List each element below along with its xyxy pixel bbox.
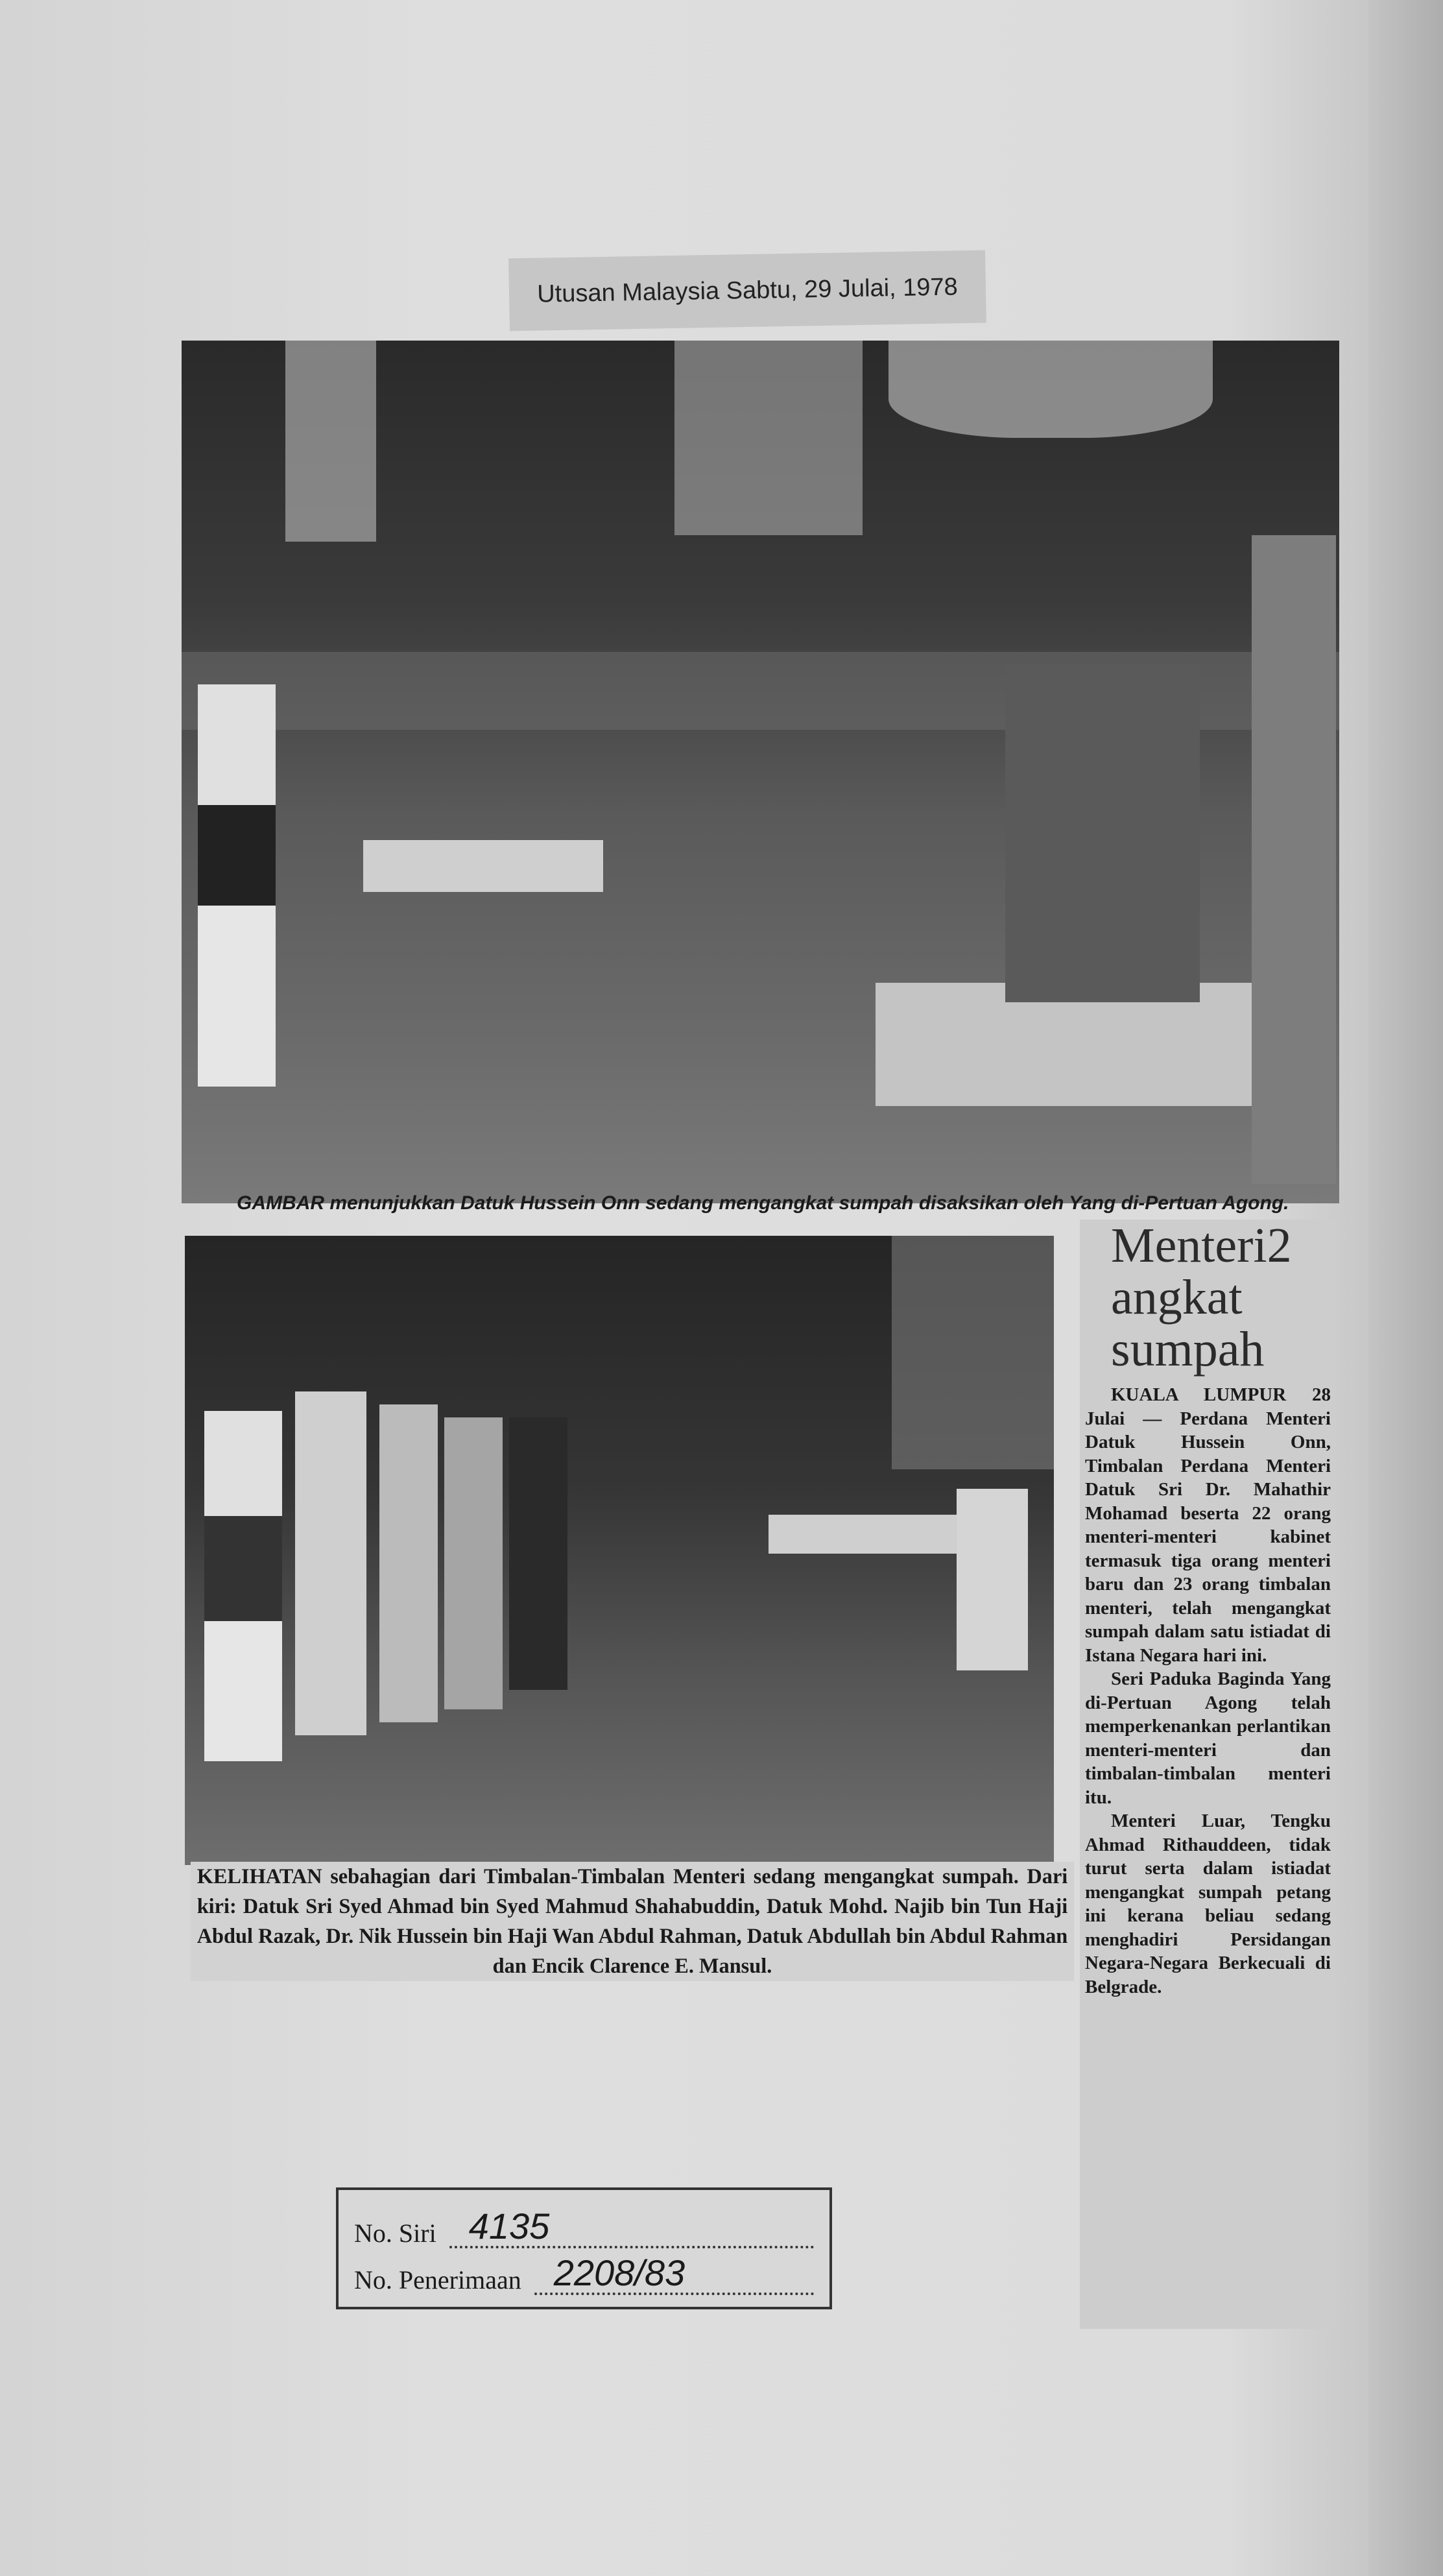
table [769, 1515, 963, 1554]
seated-agong [1005, 665, 1200, 1002]
minister [509, 1417, 567, 1690]
photo-deputy-ministers-oath [185, 1236, 1054, 1865]
headline-line: sumpah [1111, 1322, 1265, 1377]
man-reading-oath [198, 684, 276, 1087]
curtain [892, 1236, 1054, 1469]
headline-line: angkat [1111, 1270, 1243, 1325]
window [674, 341, 863, 535]
curtain [888, 341, 1213, 438]
window [285, 341, 376, 542]
minister [444, 1417, 503, 1709]
dateline: Utusan Malaysia Sabtu, 29 Julai, 1978 [508, 250, 986, 331]
minister [379, 1404, 438, 1722]
seated-official [957, 1489, 1028, 1670]
penerimaan-value: 2208/83 [534, 2254, 814, 2295]
minister [204, 1411, 282, 1761]
siri-value: 4135 [449, 2207, 814, 2248]
penerimaan-label: No. Penerimaan [354, 2265, 521, 2294]
page-edge [1368, 0, 1443, 2576]
article-body [1085, 1383, 1331, 1999]
article-paragraph: Menteri Luar, Tengku Ahmad Rithauddeen, tidak turut serta dalam istiadat mengangkat sumpah petang ini kerana beliau sedang menghadiri Persidangan Negara-Negara Berkecuali di Belgrade. [1085, 1811, 1331, 1997]
minister [295, 1391, 366, 1735]
article-paragraph: KUALA LUMPUR 28 Julai — Perdana Menteri Datuk Hussein Onn, Timbalan Perdana Menteri Datuk Sri Dr. Mahathir Mohamad beserta 22 orang menteri-menteri kabinet termasuk tiga orang menteri baru dan 23 orang timbalan menteri, telah mengangkat sumpah dalam satu istiadat di Istana Negara hari ini. [1085, 1384, 1331, 1666]
siri-row [354, 2202, 814, 2248]
photo-swearing-in-hussein-onn [182, 341, 1339, 1203]
archive-stamp [336, 2187, 832, 2309]
news-article [1080, 1220, 1336, 2329]
siri-label: No. Siri [354, 2219, 436, 2248]
table [363, 840, 603, 892]
headline-line: Menteri2 [1111, 1218, 1292, 1273]
photo2-caption: KELIHATAN sebahagian dari Timbalan-Timbalan Menteri sedang mengangkat sumpah. Dari kiri: Datuk Sri Syed Ahmad bin Syed Mahmud Shahabuddin, Datuk Mohd. Najib bin Tun Haji Abdul Razak, Dr. Nik Hussein bin Haji Wan Abdul Rahman, Datuk Abdullah bin Abdul Rahman dan Encik Clarence E. Mansul. [191, 1862, 1074, 1981]
standing-officer [1252, 535, 1336, 1184]
penerimaan-row [354, 2248, 814, 2295]
article-paragraph: Seri Paduka Baginda Yang di-Pertuan Agong telah memperkenankan perlantikan menteri-menteri dan timbalan-timbalan menteri itu. [1085, 1668, 1331, 1808]
photo1-caption: GAMBAR menunjukkan Datuk Hussein Onn sedang mengangkat sumpah disaksikan oleh Yang di-Pertuan Agong. [237, 1192, 1289, 1214]
article-headline [1111, 1220, 1331, 1375]
